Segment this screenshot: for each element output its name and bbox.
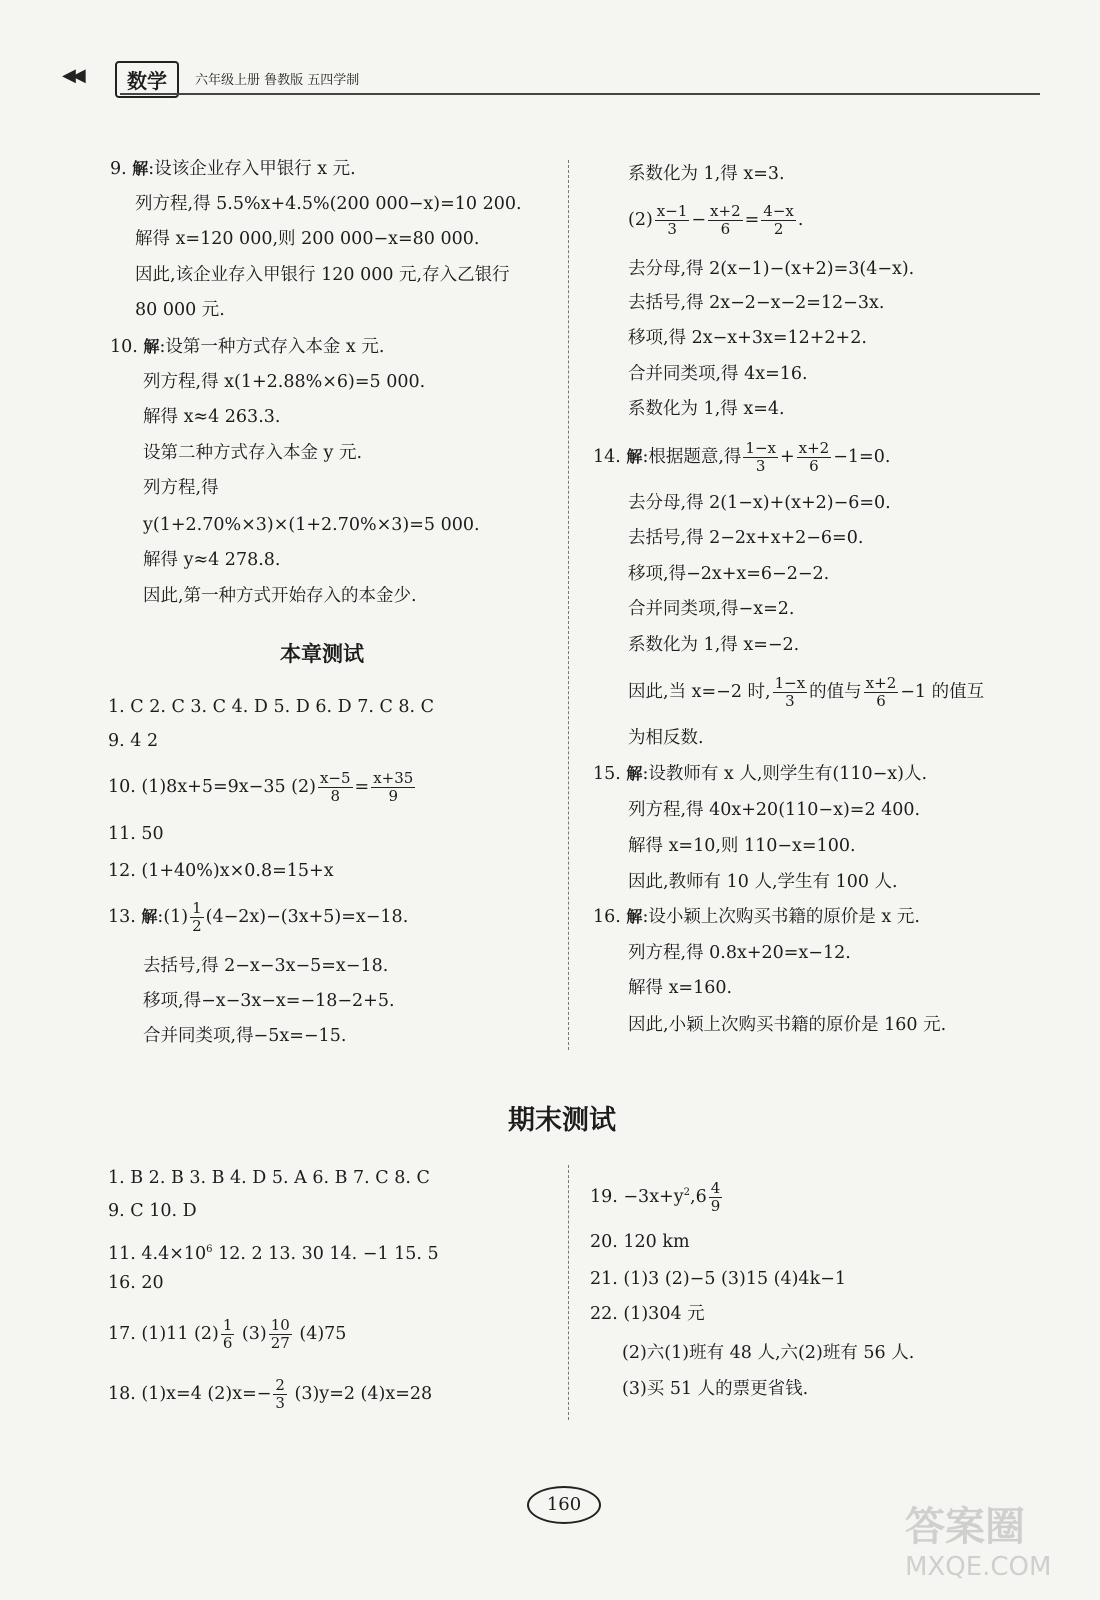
q15-line1: 15. 解:设教师有 x 人,则学生有(110−x)人. [593,764,928,784]
q9-line5: 80 000 元. [135,300,225,320]
chapter-test-title: 本章测试 [280,642,364,666]
q10-line3: 解得 x≈4 263.3. [143,407,281,427]
page-header [60,55,1040,100]
chapter-test-row4: 11. 50 [108,824,164,844]
chapter-test-row2: 9. 4 2 [108,731,159,751]
final-row4: 16. 20 [108,1273,164,1293]
q14-line5: 合并同类项,得−x=2. [628,599,795,619]
q14-line6: 系数化为 1,得 x=−2. [628,635,800,655]
q9-line1: 9. 解:设该企业存入甲银行 x 元. [110,159,356,179]
q14-line3: 去括号,得 2−2x+x+2−6=0. [628,528,864,548]
q10-line8: 因此,第一种方式开始存入的本金少. [143,586,417,606]
q9-line4: 因此,该企业存入甲银行 120 000 元,存入乙银行 [135,265,510,285]
page-number: 160 [527,1486,601,1524]
r-line2: (2) $\frac{x-1}{3}$ − $\frac{x+2}{6}$ = $\frac{4-x}{2}$ . [628,202,804,238]
q9-line3: 解得 x=120 000,则 200 000−x=80 000. [135,229,480,249]
final-row19: 19. $-3x+y^2,6$ $\frac{4}{9}$ [590,1179,721,1215]
r-line6: 合并同类项,得 4x=16. [628,364,808,384]
r-line7: 系数化为 1,得 x=4. [628,399,785,419]
final-row21: 21. (1)3 (2)−5 (3)15 (4)4k−1 [590,1269,846,1289]
r-line1: 系数化为 1,得 x=3. [628,164,785,184]
header-rule [120,93,1040,95]
q16-line4: 因此,小颖上次购买书籍的原价是 160 元. [628,1015,947,1035]
r-line3: 去分母,得 2(x−1)−(x+2)=3(4−x). [628,259,915,279]
final-row2: 9. C 10. D [108,1201,197,1221]
final-row1: 1. B 2. B 3. B 4. D 5. A 6. B 7. C 8. C [108,1168,430,1188]
arrow-decoration-icon: ◀◀ [62,65,82,86]
chapter-test-row1: 1. C 2. C 3. C 4. D 5. D 6. D 7. C 8. C [108,697,435,717]
final-row6: 18. (1)x=4 (2)x=− $\frac{2}{3}$ (3)y=2 (4)x=28 [108,1376,433,1412]
book-meta: 六年级上册 鲁教版 五四学制 [195,73,360,88]
q14-line2: 去分母,得 2(1−x)+(x+2)−6=0. [628,493,891,513]
chapter-test-row3: 10. (1)8x+5=9x−35 (2) $\frac{x-5}{8}$ = $\frac{x+35}{9}$ [108,769,414,805]
watermark-url: MXQE.COM [905,1552,1052,1582]
r-line4: 去括号,得 2x−2−x−2=12−3x. [628,293,885,313]
final-row3: 11. $4.4\times 10^6$ 12. 2 13. 30 14. −1 15. 5 [108,1243,439,1264]
q14-line1: 14. 解:根据题意,得 $\frac{1-x}{3}$ + $\frac{x+2}{6}$ −1=0. [593,439,891,475]
final-test-title: 期末测试 [508,1105,616,1136]
q15-line4: 因此,教师有 10 人,学生有 100 人. [628,872,898,892]
column-divider-bottom [568,1165,569,1420]
q10-line1: 10. 解:设第一种方式存入本金 x 元. [110,337,385,357]
subject-label: 数学 [115,61,179,98]
q14-line8: 为相反数. [628,728,704,748]
q16-line1: 16. 解:设小颖上次购买书籍的原价是 x 元. [593,907,920,927]
final-row22-3: (3)买 51 人的票更省钱. [622,1379,809,1399]
final-row20: 20. 120 km [590,1232,690,1252]
q10-line6: y(1+2.70%×3)×(1+2.70%×3)=5 000. [143,515,480,535]
r-line5: 移项,得 2x−x+3x=12+2+2. [628,328,867,348]
q10-line4: 设第二种方式存入本金 y 元. [143,443,363,463]
q15-line2: 列方程,得 40x+20(110−x)=2 400. [628,800,921,820]
q9-line2: 列方程,得 5.5%x+4.5%(200 000−x)=10 200. [135,194,522,214]
q10-line5: 列方程,得 [143,478,219,498]
q10-line7: 解得 y≈4 278.8. [143,550,281,570]
q16-line3: 解得 x=160. [628,978,733,998]
column-divider-top [568,160,569,1050]
chapter-test-row7: 去括号,得 2−x−3x−5=x−18. [143,956,389,976]
chapter-test-row5: 12. (1+40%)x×0.8=15+x [108,861,334,881]
q16-line2: 列方程,得 0.8x+20=x−12. [628,943,851,963]
chapter-test-row8: 移项,得−x−3x−x=−18−2+5. [143,991,395,1011]
q15-line3: 解得 x=10,则 110−x=100. [628,836,856,856]
final-row5: 17. (1)11 (2) $\frac{1}{6}$ (3) $\frac{10}{27}$ (4)75 [108,1316,347,1352]
q14-line4: 移项,得−2x+x=6−2−2. [628,564,830,584]
q14-line7: 因此,当 x=−2 时, $\frac{1-x}{3}$ 的值与 $\frac{x+2}{6}$ −1 的值互 [628,674,985,710]
watermark-logo: 答案圈 [905,1504,1025,1550]
chapter-test-row9: 合并同类项,得−5x=−15. [143,1026,347,1046]
q10-line2: 列方程,得 x(1+2.88%×6)=5 000. [143,372,426,392]
chapter-test-row6: 13. 解:(1) $\frac{1}{2}$ (4−2x)−(3x+5)=x−18. [108,899,409,935]
final-row22-2: (2)六(1)班有 48 人,六(2)班有 56 人. [622,1343,915,1363]
final-row22: 22. (1)304 元 [590,1304,705,1324]
